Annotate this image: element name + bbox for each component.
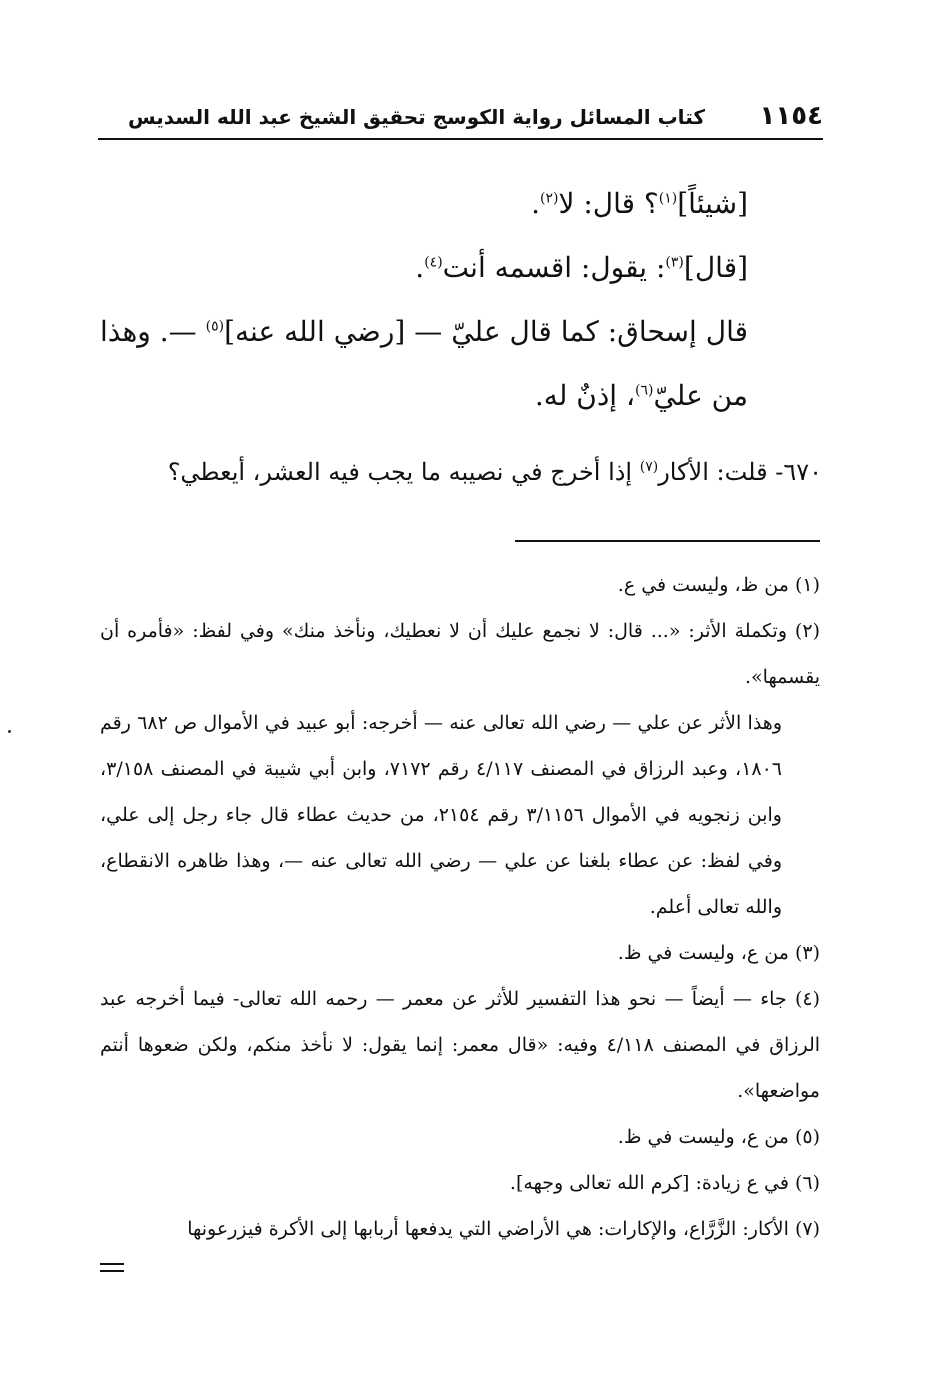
question-670: ٦٧٠- قلت: الأكار$^{(٧)}$ إذا أخرج في نصيبه ما يجب فيه العشر، أيعطي؟ [167,458,822,486]
main-line-1: [شيئاً]$^{(١)}$؟ قال: لا$^{(٢)}$. [531,187,748,220]
footnote-3: (٣) من ع، وليست في ظ. [617,942,820,964]
footnote-ref-7[interactable]: (٧) [639,459,659,475]
main-text [100,172,748,428]
running-header [98,98,823,138]
footnote-2-continued: وهذا الأثر عن علي — رضي الله تعالى عنه — أخرجه: أبو عبيد في الأموال ص ٦٨٢ رقم ١٨٠٦، وعبد الرزاق في المصنف ٤/١١٧ رقم ٧١٧٢، وابن أبي شيبة في المصنف ٣/١٥٨، وابن زنجويه في الأموال ٣/١١٥٦ رقم ٢١٥٤، من حديث عطاء قال جاء رجل إلى علي، وفي لفظ: عن عطاء بلغنا عن علي — رضي الله تعالى عنه —، وهذا ظاهره الانقطاع، والله تعالى أعلم. [100,712,783,918]
footnote-5: (٥) من ع، وليست في ظ. [617,1126,820,1148]
footnote-ref-2[interactable]: (٢) [539,190,559,207]
main-paragraph-ishaq: قال إسحاق: كما قال عليّ — [رضي الله عنه]$^{(٥)}$ —. وهذا من عليّ$^{(٦)}$، إذنٌ له. [100,315,748,412]
footnotes [100,562,820,1252]
header-divider [98,138,823,140]
footnote-ref-3[interactable]: (٣) [665,254,684,271]
page-number: ١١٥٤ [759,101,823,131]
footnote-6: (٦) في ع زيادة: [كرم الله تعالى وجهه]. [509,1172,820,1194]
footnote-ref-1[interactable]: (١) [658,190,678,207]
footnote-1: (١) من ظ، وليست في ع. [617,574,820,596]
footnote-ref-4[interactable]: (٤) [424,254,443,271]
footnote-divider [515,540,820,542]
book-title: كتاب المسائل رواية الكوسج تحقيق الشيخ عبد الله السديس [127,105,705,129]
footnote-7: (٧) الأكار: الزَّرَّاع، والإكارات: هي الأراضي التي يدفعها أربابها إلى الأكرة فيزرعونها [187,1218,820,1240]
main-line-2: [قال]$^{(٣)}$: يقول: اقسمه أنت$^{(٤)}$. [415,251,748,284]
footnote-ref-5[interactable]: (٥) [205,318,225,335]
margin-speck [8,730,11,733]
continuation-mark [100,1263,124,1275]
footnote-2: (٢) وتكملة الأثر: «... قال: لا نجمع عليك أن لا نعطيك، ونأخذ منك» وفي لفظ: «فأمره أن يقسمها». [100,620,820,688]
footnote-4: (٤) جاء — أيضاً — نحو هذا التفسير للأثر عن معمر — رحمه الله تعالى- فيما أخرجه عبد الرزاق في المصنف ٤/١١٨ وفيه: «قال معمر: إنما يقول: لا نأخذ منكم، ولكن ضعوها أنتم مواضعها». [100,988,821,1102]
footnote-ref-6[interactable]: (٦) [635,382,654,399]
